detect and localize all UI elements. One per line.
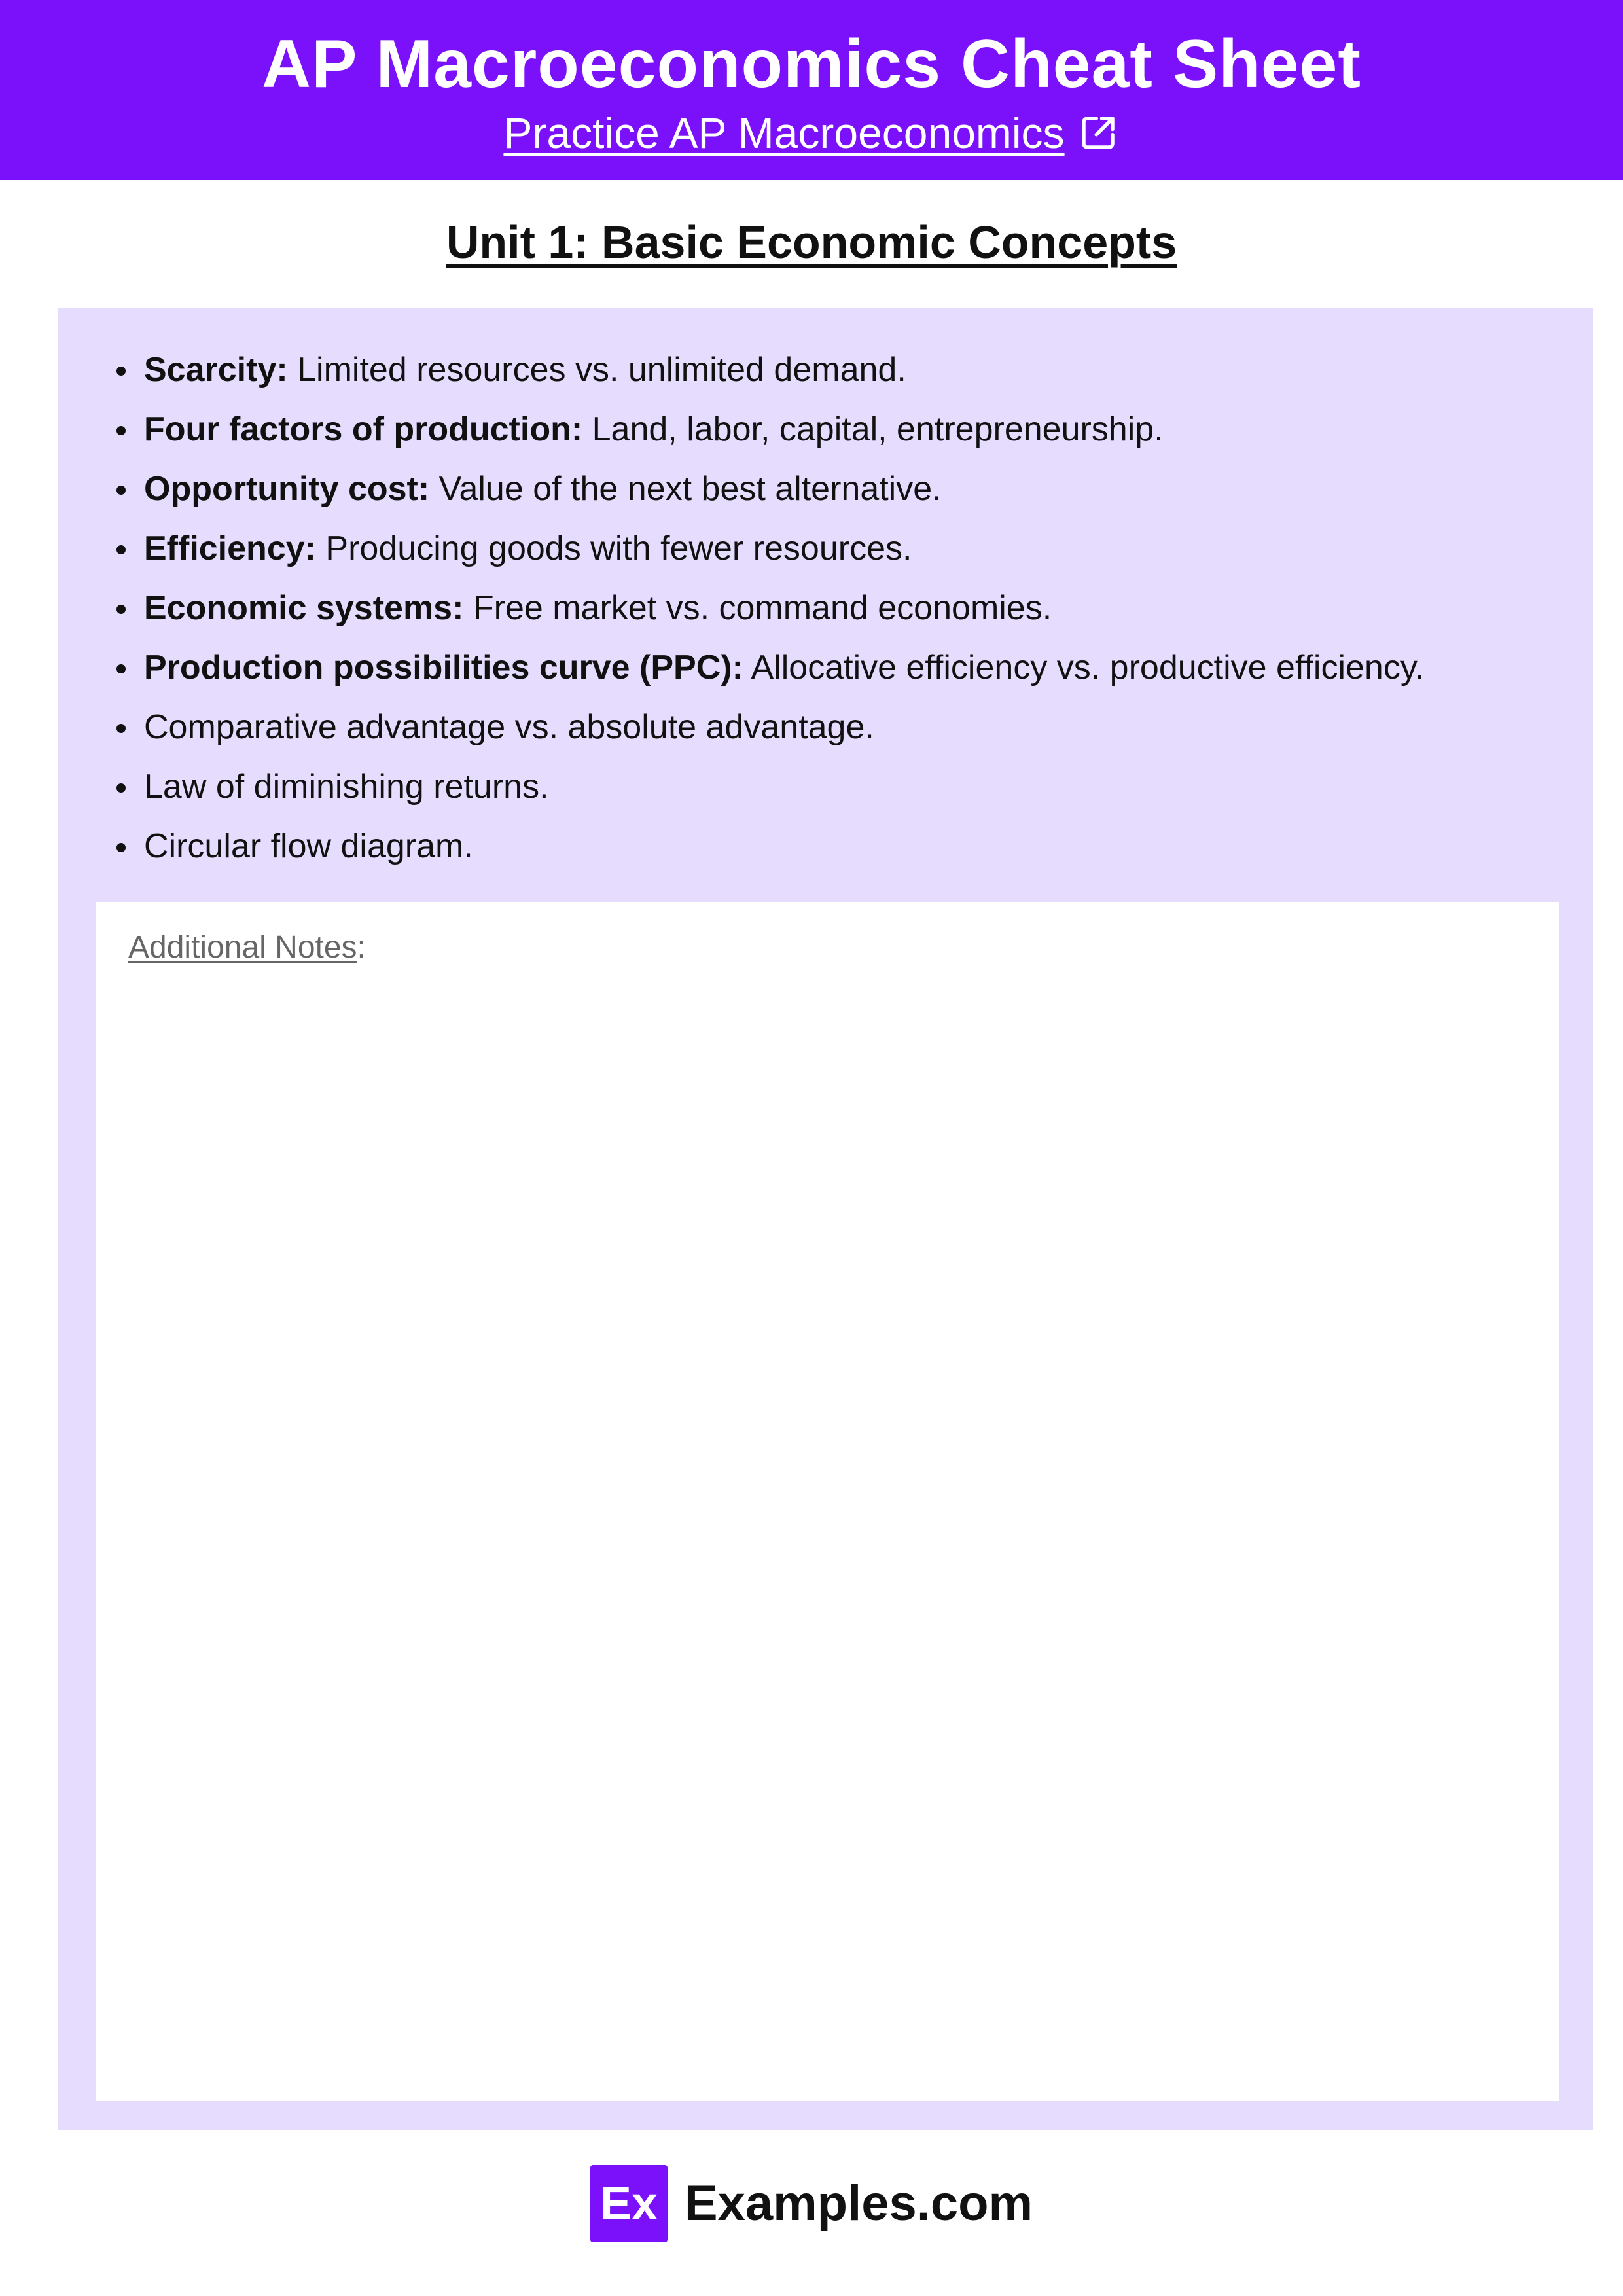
list-item bbox=[116, 757, 1556, 817]
item-text: Comparative advantage vs. absolute advantage. bbox=[144, 708, 874, 746]
item-text: Allocative efficiency vs. productive efficiency. bbox=[743, 649, 1425, 687]
bullet-dot-icon bbox=[116, 783, 126, 793]
section-title: Unit 1: Basic Economic Concepts bbox=[446, 217, 1177, 268]
item-text: Producing goods with fewer resources. bbox=[315, 529, 912, 567]
item-text: Circular flow diagram. bbox=[144, 827, 473, 865]
notes-label-text: Additional Notes bbox=[128, 930, 357, 965]
brand-name: Examples.com bbox=[684, 2176, 1033, 2231]
examples-logo-icon: Ex bbox=[590, 2165, 668, 2242]
list-item bbox=[116, 698, 1556, 757]
list-item bbox=[116, 400, 1556, 459]
item-term: Four factors of production: bbox=[144, 410, 583, 448]
practice-link-text[interactable]: Practice AP Macroeconomics bbox=[503, 109, 1065, 157]
bullet-dot-icon bbox=[116, 605, 126, 614]
practice-link[interactable] bbox=[0, 105, 1623, 161]
item-term: Scarcity: bbox=[144, 351, 288, 389]
bullet-dot-icon bbox=[116, 486, 126, 495]
item-term: Production possibilities curve (PPC): bbox=[144, 649, 743, 687]
bullet-dot-icon bbox=[116, 724, 126, 733]
external-link-icon[interactable] bbox=[1077, 111, 1120, 154]
list-item bbox=[116, 519, 1556, 579]
item-text: Free market vs. command economies. bbox=[463, 589, 1052, 627]
bullet-dot-icon bbox=[116, 367, 126, 376]
list-item bbox=[116, 459, 1556, 519]
item-term: Opportunity cost: bbox=[144, 470, 430, 508]
list-item bbox=[116, 638, 1556, 698]
additional-notes-box[interactable] bbox=[96, 902, 1559, 2101]
item-term: Efficiency: bbox=[144, 529, 316, 567]
page-header bbox=[0, 0, 1623, 180]
item-term: Economic systems: bbox=[144, 589, 464, 627]
page-title: AP Macroeconomics Cheat Sheet bbox=[261, 26, 1362, 102]
item-text: Value of the next best alternative. bbox=[429, 470, 942, 508]
additional-notes-label bbox=[128, 928, 366, 967]
list-item bbox=[116, 579, 1556, 638]
item-text: Land, labor, capital, entrepreneurship. bbox=[582, 410, 1164, 448]
bullet-dot-icon bbox=[116, 426, 126, 435]
list-item bbox=[116, 340, 1556, 400]
concept-list bbox=[116, 340, 1556, 876]
content-panel bbox=[58, 308, 1593, 2130]
bullet-dot-icon bbox=[116, 664, 126, 673]
item-text: Law of diminishing returns. bbox=[144, 768, 549, 806]
list-item bbox=[116, 817, 1556, 876]
bullet-dot-icon bbox=[116, 843, 126, 852]
notes-label-suffix: : bbox=[357, 930, 366, 965]
bullet-dot-icon bbox=[116, 545, 126, 554]
item-text: Limited resources vs. unlimited demand. bbox=[287, 351, 906, 389]
footer-brand bbox=[0, 2165, 1623, 2242]
